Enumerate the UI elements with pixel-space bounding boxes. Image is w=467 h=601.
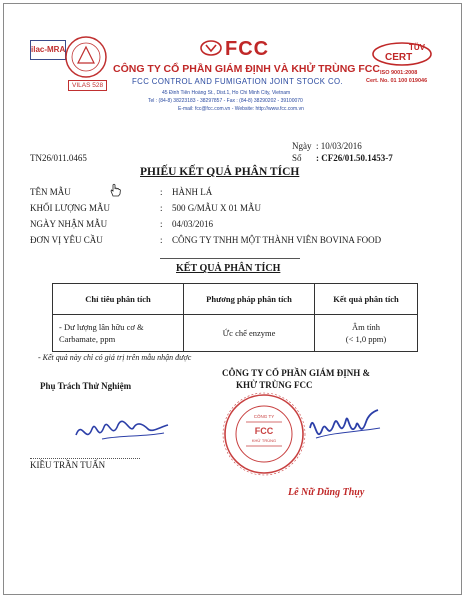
- company-stamp: [222, 392, 306, 476]
- tuv-cert-logo: [371, 40, 433, 66]
- fcc-logo: [200, 38, 269, 61]
- lab-head-title: Phụ Trách Thử Nghiệm: [40, 381, 132, 391]
- svg-text:TÜV: TÜV: [409, 43, 425, 52]
- date-value: : 10/03/2016: [316, 141, 362, 151]
- ilac-mra-logo: ilac-MRA: [30, 40, 66, 60]
- validity-note: - Kết quả này chỉ có giá trị trên mẫu nhận được: [38, 353, 192, 362]
- number-value: : CF26/01.50.1453-7: [316, 153, 393, 163]
- hand-cursor-icon: [108, 183, 122, 197]
- table-header-row: [53, 284, 418, 315]
- table-cell-result: [315, 315, 418, 352]
- criteria-line-2: Carbamate, ppm: [59, 334, 116, 344]
- vilas-accreditation-seal: [64, 35, 108, 79]
- colon: :: [160, 187, 163, 197]
- lab-head-signature: [72, 405, 172, 451]
- lab-head-name: KIỀU TRẦN TUẤN: [30, 460, 106, 470]
- table-header-criteria: Chỉ tiêu phân tích: [53, 284, 184, 315]
- results-table: [52, 283, 418, 352]
- company-sign-title-line-1: CÔNG TY CỔ PHẦN GIÁM ĐỊNH &: [222, 368, 370, 378]
- director-signature: [306, 402, 386, 450]
- divider: [160, 258, 300, 259]
- table-cell-criteria: [53, 315, 184, 352]
- result-line-1: Âm tính: [351, 322, 381, 332]
- company-name-vn: CÔNG TY CỔ PHẦN GIÁM ĐỊNH VÀ KHỬ TRÙNG FCC: [113, 63, 380, 75]
- receive-date-value: 04/03/2016: [172, 219, 214, 229]
- requester-value: CÔNG TY TNHH MỘT THÀNH VIÊN BOVINA FOOD: [172, 235, 382, 245]
- results-title: KẾT QUẢ PHÂN TÍCH: [176, 263, 281, 274]
- director-name: Lê Nữ Dũng Thụy: [288, 487, 365, 498]
- certificate-number: Cert. No. 01 100 019046: [366, 78, 428, 84]
- requester-label: ĐƠN VỊ YÊU CẦU: [30, 235, 103, 245]
- signature-line: [30, 458, 140, 459]
- fcc-emblem-icon: [200, 40, 222, 56]
- sample-name-value: HÀNH LÁ: [172, 187, 213, 197]
- company-address: 45 Đinh Tiên Hoàng St., Dist.1, Ho Chi Minh City, Vietnam: [162, 90, 291, 96]
- sample-weight-value: 500 G/MẪU X 01 MẪU: [172, 203, 262, 213]
- reference-code: TN26/011.0465: [30, 153, 87, 163]
- document-title: PHIẾU KẾT QUẢ PHÂN TÍCH: [140, 166, 300, 178]
- vilas-label: VILAS 528: [68, 80, 107, 91]
- sample-name-label: TÊN MẪU: [30, 187, 71, 197]
- criteria-line-1: - Dư lượng lân hữu cơ &: [59, 322, 144, 332]
- table-header-result: Kết quả phân tích: [315, 284, 418, 315]
- colon: :: [160, 203, 163, 213]
- table-row: [53, 315, 418, 352]
- result-line-2: (< 1,0 ppm): [345, 334, 387, 344]
- svg-text:CERT: CERT: [385, 52, 413, 63]
- table-cell-method: Ức chế enzyme: [184, 315, 315, 352]
- fcc-logo-text: FCC: [225, 38, 270, 60]
- company-phone-fax: Tel : (84-8) 38223183 - 38297857 - Fax : (84-8) 38290202 - 39100070: [148, 98, 303, 104]
- svg-text:FCC: FCC: [254, 426, 274, 436]
- iso-standard: ISO 9001:2008: [380, 70, 418, 76]
- colon: :: [160, 219, 163, 229]
- colon: :: [160, 235, 163, 245]
- receive-date-label: NGÀY NHẬN MẪU: [30, 219, 108, 229]
- company-name-en: FCC CONTROL AND FUMIGATION JOINT STOCK CO.: [132, 77, 344, 86]
- svg-text:CÔNG TY: CÔNG TY: [253, 414, 275, 419]
- svg-text:KHỬ TRÙNG: KHỬ TRÙNG: [251, 438, 277, 443]
- company-sign-title: [222, 367, 370, 391]
- table-header-method: Phương pháp phân tích: [184, 284, 315, 315]
- date-label: Ngày: [292, 141, 312, 151]
- company-sign-title-line-2: KHỬ TRÙNG FCC: [236, 380, 313, 390]
- number-label: Số: [292, 153, 302, 163]
- sample-weight-label: KHỐI LƯỢNG MẪU: [30, 203, 110, 213]
- company-email-website: E-mail: fcc@fcc.com.vn - Website: http://www.fcc.com.vn: [178, 106, 304, 112]
